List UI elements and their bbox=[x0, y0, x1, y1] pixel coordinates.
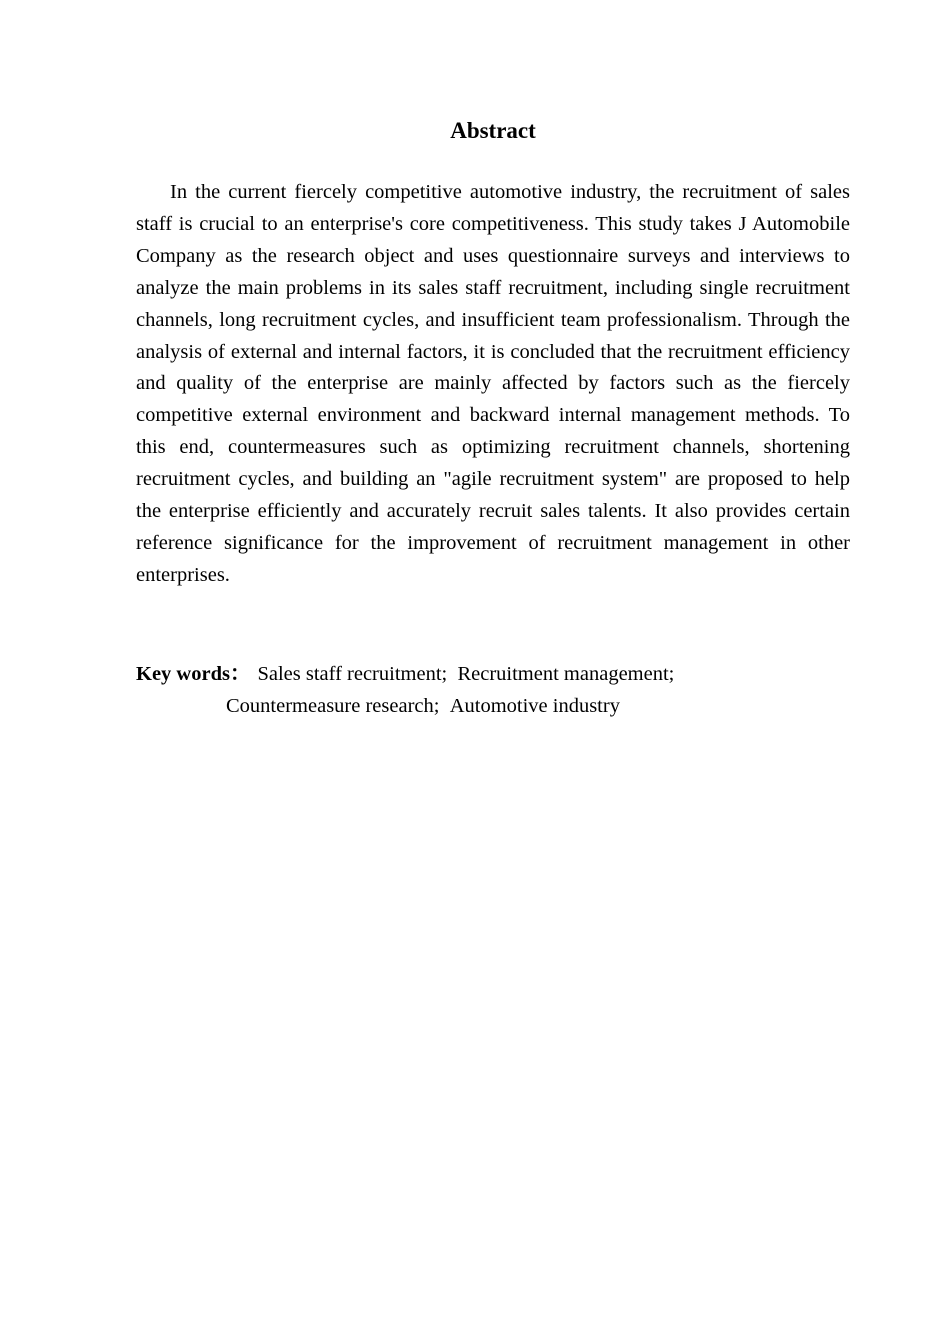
keywords-line-1 bbox=[136, 658, 850, 690]
abstract-paragraph: In the current fiercely competitive automotive industry, the recruitment of sales staff is crucial to an enterprise's core competitiveness. This study takes J Automobile Company as the research object and uses questionnaire surveys and interviews to analyze the main problems in its sales staff recruitment, including single recruitment channels, long recruitment cycles, and insufficient team professionalism. Through the analysis of external and internal factors, it is concluded that the recruitment efficiency and quality of the enterprise are mainly affected by factors such as the fiercely competitive external environment and backward internal management methods. To this end, countermeasures such as optimizing recruitment channels, shortening recruitment cycles, and building an "agile recruitment system" are proposed to help the enterprise efficiently and accurately recruit sales talents. It also provides certain reference significance for the improvement of recruitment management in other enterprises. bbox=[136, 181, 850, 586]
keywords-section bbox=[136, 658, 850, 722]
abstract-title: Abstract bbox=[450, 118, 536, 143]
keyword-item: Sales staff recruitment; bbox=[257, 663, 448, 685]
keywords-label: Key words： bbox=[136, 663, 251, 685]
keyword-item: Countermeasure research; bbox=[226, 695, 440, 717]
keyword-item: Recruitment management; bbox=[457, 663, 675, 685]
keywords-line-2 bbox=[136, 690, 850, 722]
keyword-item: Automotive industry bbox=[449, 695, 620, 717]
